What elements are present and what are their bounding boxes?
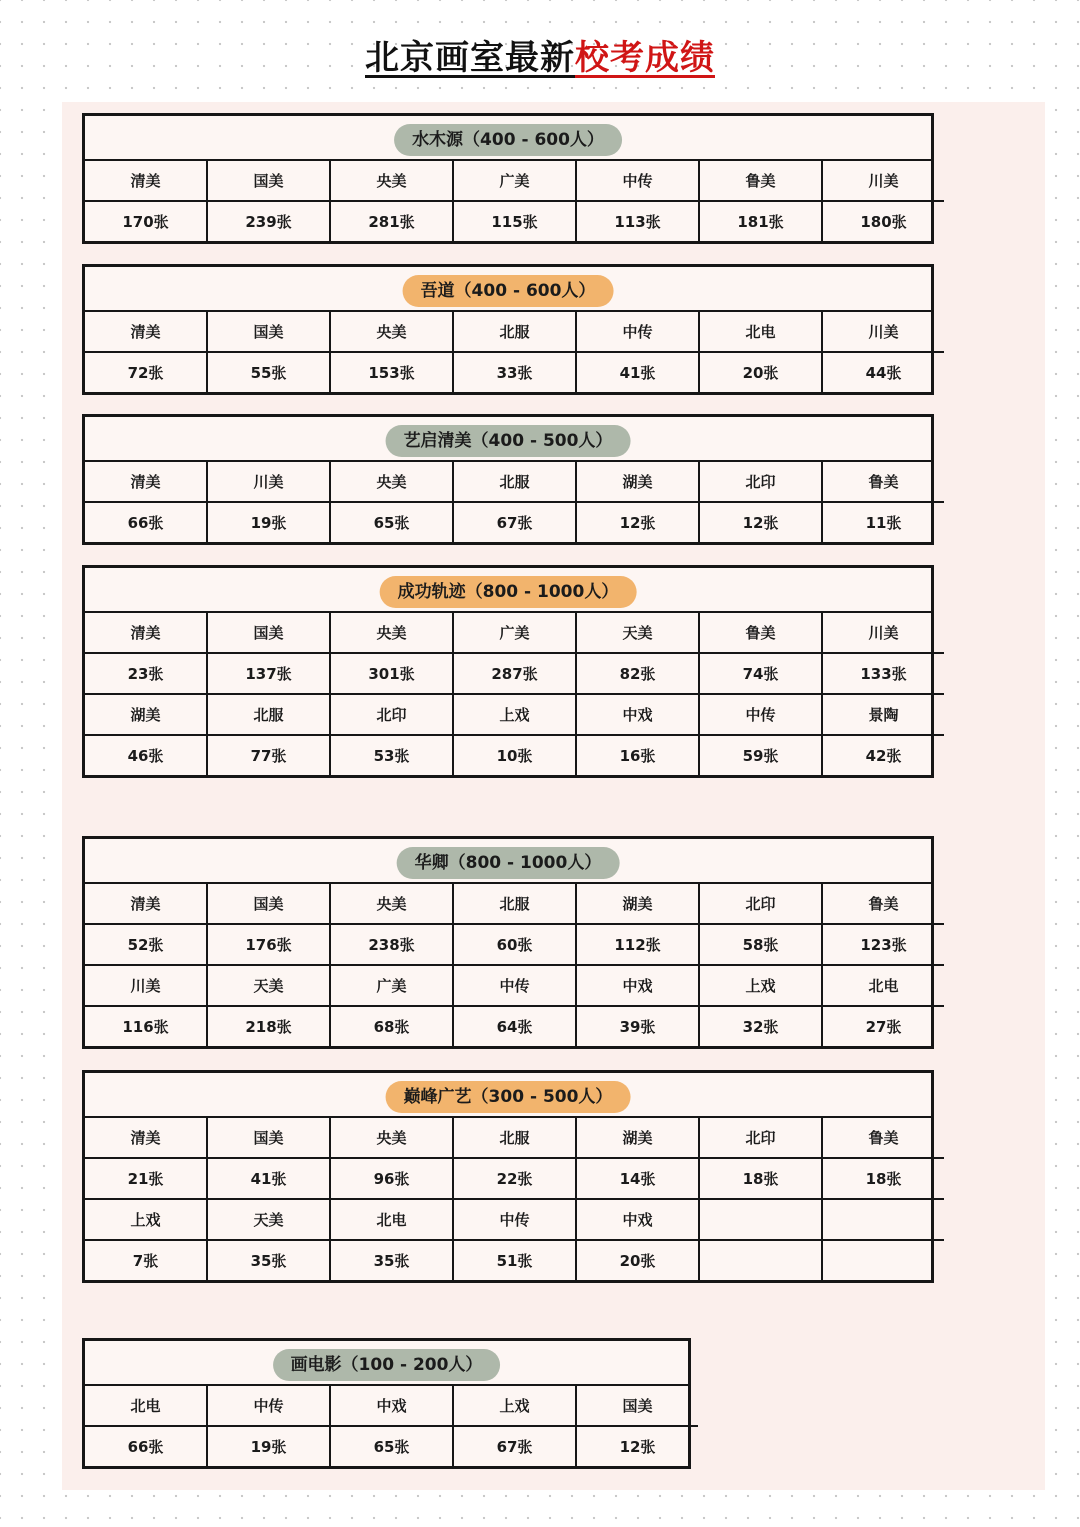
count-cell: 74张: [699, 653, 822, 694]
table-row: [85, 694, 944, 735]
count-cell: 53张: [330, 735, 453, 775]
studio-name-pill: 水木源（400 - 600人）: [394, 124, 622, 156]
school-cell: 北印: [330, 694, 453, 735]
count-cell: 52张: [85, 924, 207, 965]
school-cell: 国美: [207, 884, 330, 924]
table-row: [85, 312, 944, 352]
school-cell: 中戏: [576, 1199, 699, 1240]
school-cell: 中传: [453, 965, 576, 1006]
school-cell: 天美: [207, 1199, 330, 1240]
table-row: [85, 462, 944, 502]
table-row: [85, 1006, 944, 1046]
results-table: [85, 884, 944, 1046]
count-cell: 65张: [330, 502, 453, 542]
school-cell: 上戏: [453, 694, 576, 735]
count-cell: 41张: [207, 1158, 330, 1199]
count-cell: 55张: [207, 352, 330, 392]
empty-cell: [699, 1199, 822, 1240]
school-cell: 鲁美: [822, 1118, 944, 1158]
results-table: [85, 613, 944, 775]
count-cell: 7张: [85, 1240, 207, 1280]
school-cell: 广美: [453, 161, 576, 201]
count-cell: 35张: [330, 1240, 453, 1280]
count-cell: 65张: [330, 1426, 453, 1466]
count-cell: 176张: [207, 924, 330, 965]
school-cell: 中传: [207, 1386, 330, 1426]
studio-block-huaqing: [82, 836, 934, 1049]
school-cell: 央美: [330, 312, 453, 352]
studio-name-pill: 华卿（800 - 1000人）: [397, 847, 620, 879]
count-cell: 19张: [207, 1426, 330, 1466]
count-cell: 116张: [85, 1006, 207, 1046]
count-cell: 67张: [453, 502, 576, 542]
count-cell: 33张: [453, 352, 576, 392]
school-cell: 上戏: [699, 965, 822, 1006]
count-cell: 66张: [85, 1426, 207, 1466]
empty-cell: [699, 1240, 822, 1280]
school-cell: 天美: [576, 613, 699, 653]
school-cell: 中戏: [576, 965, 699, 1006]
studio-name-pill: 吾道（400 - 600人）: [403, 275, 614, 307]
count-cell: 41张: [576, 352, 699, 392]
count-cell: 153张: [330, 352, 453, 392]
count-cell: 133张: [822, 653, 944, 694]
count-cell: 18张: [822, 1158, 944, 1199]
count-cell: 123张: [822, 924, 944, 965]
count-cell: 66张: [85, 502, 207, 542]
school-cell: 国美: [576, 1386, 698, 1426]
school-cell: 北印: [699, 462, 822, 502]
table-row: [85, 924, 944, 965]
count-cell: 23张: [85, 653, 207, 694]
count-cell: 287张: [453, 653, 576, 694]
empty-cell: [822, 1240, 944, 1280]
count-cell: 44张: [865, 364, 902, 382]
count-cell: 18张: [699, 1158, 822, 1199]
studio-block-huadianying: [82, 1338, 691, 1469]
school-cell: 川美: [822, 312, 944, 352]
studio-block-shuimuyuan: [82, 113, 934, 244]
count-cell: 115张: [453, 201, 576, 241]
count-cell: 68张: [330, 1006, 453, 1046]
count-cell: 27张: [865, 1018, 902, 1036]
school-cell: 北服: [453, 884, 576, 924]
count-cell: 12张: [699, 502, 822, 542]
count-cell: 281张: [330, 201, 453, 241]
school-cell: 湖美: [85, 694, 207, 735]
count-cell: 181张: [699, 201, 822, 241]
school-cell: 川美: [822, 613, 944, 653]
table-row: [85, 653, 944, 694]
count-cell: 35张: [207, 1240, 330, 1280]
school-cell: 北服: [207, 694, 330, 735]
school-cell: 中戏: [330, 1386, 453, 1426]
count-cell: 11张: [865, 514, 902, 532]
studio-block-dianfengguangyi: [82, 1070, 934, 1283]
block-header: [85, 267, 931, 312]
school-cell: 广美: [330, 965, 453, 1006]
count-cell: 39张: [576, 1006, 699, 1046]
count-cell: 46张: [85, 735, 207, 775]
count-cell: 59张: [699, 735, 822, 775]
table-row: [85, 201, 944, 241]
count-cell: 170张: [85, 201, 207, 241]
empty-cell: [822, 1199, 944, 1240]
studio-block-chenggongguiji: [82, 565, 934, 778]
block-header: [85, 116, 931, 161]
school-cell: 清美: [85, 462, 207, 502]
count-cell: 20张: [576, 1240, 699, 1280]
count-cell: 16张: [576, 735, 699, 775]
table-row: [85, 1118, 944, 1158]
school-cell: 中传: [453, 1199, 576, 1240]
count-cell: 218张: [207, 1006, 330, 1046]
block-header: [85, 568, 931, 613]
school-cell: 清美: [85, 1118, 207, 1158]
results-table: [85, 1118, 944, 1280]
school-cell: 鲁美: [822, 884, 944, 924]
count-cell: 82张: [576, 653, 699, 694]
school-cell: 中传: [576, 161, 699, 201]
count-cell: 51张: [453, 1240, 576, 1280]
block-header: [85, 1341, 688, 1386]
table-row: [85, 161, 944, 201]
school-cell: 川美: [207, 462, 330, 502]
school-cell: 鲁美: [699, 613, 822, 653]
results-table: [85, 462, 944, 542]
studio-name-pill: 成功轨迹（800 - 1000人）: [380, 576, 637, 608]
school-cell: 川美: [822, 161, 944, 201]
school-cell: 北服: [453, 462, 576, 502]
school-cell: 北电: [699, 312, 822, 352]
school-cell: 天美: [207, 965, 330, 1006]
table-row: [85, 965, 944, 1006]
school-cell: 上戏: [85, 1199, 207, 1240]
count-cell: 22张: [453, 1158, 576, 1199]
count-cell: 12张: [619, 1438, 656, 1456]
school-cell: 湖美: [576, 884, 699, 924]
count-cell: 238张: [330, 924, 453, 965]
school-cell: 上戏: [453, 1386, 576, 1426]
table-row: [85, 1240, 944, 1280]
school-cell: 川美: [85, 965, 207, 1006]
studio-name-pill: 巅峰广艺（300 - 500人）: [386, 1081, 631, 1113]
count-cell: 180张: [860, 213, 907, 231]
count-cell: 112张: [576, 924, 699, 965]
count-cell: 58张: [699, 924, 822, 965]
school-cell: 国美: [207, 613, 330, 653]
school-cell: 北印: [699, 1118, 822, 1158]
table-row: [85, 1158, 944, 1199]
table-row: [85, 613, 944, 653]
count-cell: 72张: [85, 352, 207, 392]
school-cell: 央美: [330, 1118, 453, 1158]
school-cell: 北印: [699, 884, 822, 924]
school-cell: 中戏: [576, 694, 699, 735]
school-cell: 中传: [699, 694, 822, 735]
school-cell: 鲁美: [699, 161, 822, 201]
count-cell: 67张: [453, 1426, 576, 1466]
school-cell: 北服: [453, 1118, 576, 1158]
school-cell: 中传: [576, 312, 699, 352]
count-cell: 19张: [207, 502, 330, 542]
count-cell: 42张: [865, 747, 902, 765]
school-cell: 北电: [330, 1199, 453, 1240]
studio-name-pill: 画电影（100 - 200人）: [273, 1349, 501, 1381]
table-row: [85, 735, 944, 775]
table-row: [85, 1426, 698, 1466]
school-cell: 北电: [822, 965, 944, 1006]
school-cell: 央美: [330, 161, 453, 201]
count-cell: 21张: [85, 1158, 207, 1199]
studio-name-pill: 艺启清美（400 - 500人）: [386, 425, 631, 457]
results-table: [85, 312, 944, 392]
count-cell: 20张: [699, 352, 822, 392]
school-cell: 国美: [207, 1118, 330, 1158]
school-cell: 国美: [207, 161, 330, 201]
count-cell: 113张: [576, 201, 699, 241]
school-cell: 清美: [85, 161, 207, 201]
school-cell: 清美: [85, 884, 207, 924]
block-header: [85, 417, 931, 462]
count-cell: 96张: [330, 1158, 453, 1199]
table-row: [85, 352, 944, 392]
school-cell: 湖美: [576, 462, 699, 502]
table-row: [85, 1386, 698, 1426]
studio-block-yiqiqingmei: [82, 414, 934, 545]
count-cell: 32张: [699, 1006, 822, 1046]
count-cell: 137张: [207, 653, 330, 694]
school-cell: 北服: [453, 312, 576, 352]
school-cell: 清美: [85, 312, 207, 352]
count-cell: 239张: [207, 201, 330, 241]
school-cell: 央美: [330, 462, 453, 502]
school-cell: 鲁美: [822, 462, 944, 502]
title-black: 北京画室最新: [365, 38, 575, 78]
studio-block-wudao: [82, 264, 934, 395]
count-cell: 10张: [453, 735, 576, 775]
school-cell: 清美: [85, 613, 207, 653]
table-row: [85, 502, 944, 542]
school-cell: 国美: [207, 312, 330, 352]
table-row: [85, 884, 944, 924]
school-cell: 广美: [453, 613, 576, 653]
count-cell: 64张: [453, 1006, 576, 1046]
count-cell: 14张: [576, 1158, 699, 1199]
school-cell: 北电: [85, 1386, 207, 1426]
school-cell: 湖美: [576, 1118, 699, 1158]
school-cell: 央美: [330, 884, 453, 924]
count-cell: 77张: [207, 735, 330, 775]
block-header: [85, 1073, 931, 1118]
table-row: [85, 1199, 944, 1240]
block-header: [85, 839, 931, 884]
results-table: [85, 1386, 698, 1466]
school-cell: 央美: [330, 613, 453, 653]
count-cell: 60张: [453, 924, 576, 965]
school-cell: 景陶: [822, 694, 944, 735]
count-cell: 301张: [330, 653, 453, 694]
count-cell: 12张: [576, 502, 699, 542]
results-table: [85, 161, 944, 241]
title-red: 校考成绩: [575, 38, 715, 78]
page-title: [0, 30, 1080, 79]
